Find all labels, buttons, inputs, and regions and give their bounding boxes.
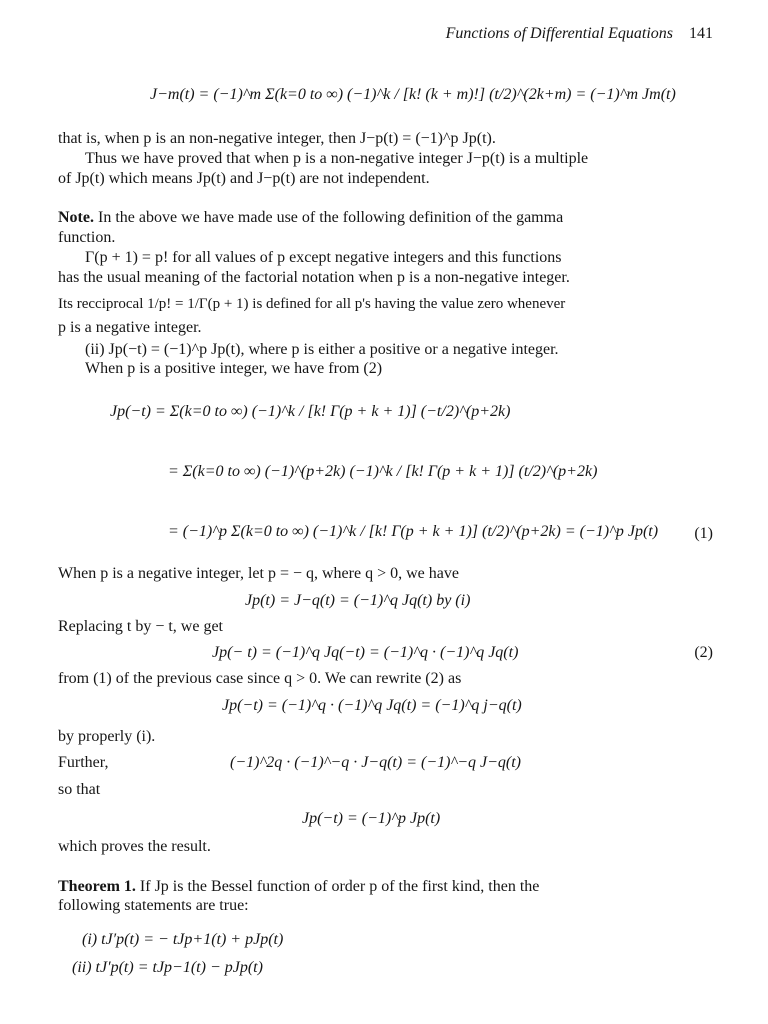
equation-e: Jp(− t) = (−1)^q Jq(−t) = (−1)^q · (−1)^q Jq(t) xyxy=(212,644,519,661)
note-text: In the above we have made use of the following definition of the gamma xyxy=(97,209,564,226)
proves-line: which proves the result. xyxy=(58,838,211,855)
equation-g: (−1)^2q · (−1)^−q · J−q(t) = (−1)^−q J−q(t) xyxy=(230,754,521,771)
equation-top: J−m(t) = (−1)^m Σ(k=0 to ∞) (−1)^k / [k! (k + m)!] (t/2)^(2k+m) = (−1)^m Jm(t) xyxy=(150,86,676,103)
equation-a: Jp(−t) = Σ(k=0 to ∞) (−1)^k / [k! Γ(p + k + 1)] (−t/2)^(p+2k) xyxy=(110,403,511,420)
item-ii: (ii) Jp(−t) = (−1)^p Jp(t), where p is either a positive or a negative integer. xyxy=(85,341,559,358)
so-that-line: so that xyxy=(58,781,101,798)
theorem-text: If Jp is the Bessel function of order p of the first kind, then the xyxy=(139,878,540,895)
equation-c: = (−1)^p Σ(k=0 to ∞) (−1)^k / [k! Γ(p + k + 1)] (t/2)^(p+2k) = (−1)^p Jp(t) xyxy=(168,523,659,540)
note-label: Note. xyxy=(58,209,94,226)
theorem-line-2: following statements are true: xyxy=(58,897,249,914)
equation-d: Jp(t) = J−q(t) = (−1)^q Jq(t) by (i) xyxy=(245,592,471,609)
running-header xyxy=(446,24,713,43)
equation-b: = Σ(k=0 to ∞) (−1)^(p+2k) (−1)^k / [k! Γ(p + k + 1)] (t/2)^(p+2k) xyxy=(168,463,598,480)
equation-h: Jp(−t) = (−1)^p Jp(t) xyxy=(302,810,441,827)
from-case-line: from (1) of the previous case since q > 0. We can rewrite (2) as xyxy=(58,670,462,687)
theorem-line-1 xyxy=(58,877,539,896)
replacing-line: Replacing t by − t, we get xyxy=(58,618,223,635)
para-2: Thus we have proved that when p is a non-negative integer J−p(t) is a multiple xyxy=(85,150,589,167)
page-number: 141 xyxy=(689,25,713,42)
further-label: Further, xyxy=(58,754,109,771)
para-3: of Jp(t) which means Jp(t) and J−p(t) are not independent. xyxy=(58,170,430,187)
theorem-label: Theorem 1. xyxy=(58,878,136,895)
equation-f: Jp(−t) = (−1)^q · (−1)^q Jq(t) = (−1)^q j−q(t) xyxy=(222,697,522,714)
theorem-item-ii: (ii) tJ′p(t) = tJp−1(t) − pJp(t) xyxy=(72,959,263,976)
negative-integer-intro: When p is a negative integer, let p = − q, where q > 0, we have xyxy=(58,565,459,582)
note-line-2: function. xyxy=(58,229,116,246)
gamma-line-1: Γ(p + 1) = p! for all values of p except negative integers and this functions xyxy=(85,249,562,266)
reciprocal-line: Its recciprocal 1/p! = 1/Γ(p + 1) is defined for all p's having the value zero whenever xyxy=(58,296,566,312)
properly-line: by properly (i). xyxy=(58,728,156,745)
reciprocal-line-2: p is a negative integer. xyxy=(58,319,202,336)
note-line-1 xyxy=(58,208,563,227)
equation-number-2: (2) xyxy=(694,644,713,661)
positive-integer-intro: When p is a positive integer, we have from (2) xyxy=(85,360,383,377)
equation-number-1: (1) xyxy=(694,525,713,542)
theorem-item-i: (i) tJ′p(t) = − tJp+1(t) + pJp(t) xyxy=(82,931,284,948)
running-title: Functions of Differential Equations xyxy=(445,25,673,42)
gamma-line-2: has the usual meaning of the factorial notation when p is a non-negative integer. xyxy=(58,269,570,286)
para-1: that is, when p is an non-negative integer, then J−p(t) = (−1)^p Jp(t). xyxy=(58,130,496,147)
